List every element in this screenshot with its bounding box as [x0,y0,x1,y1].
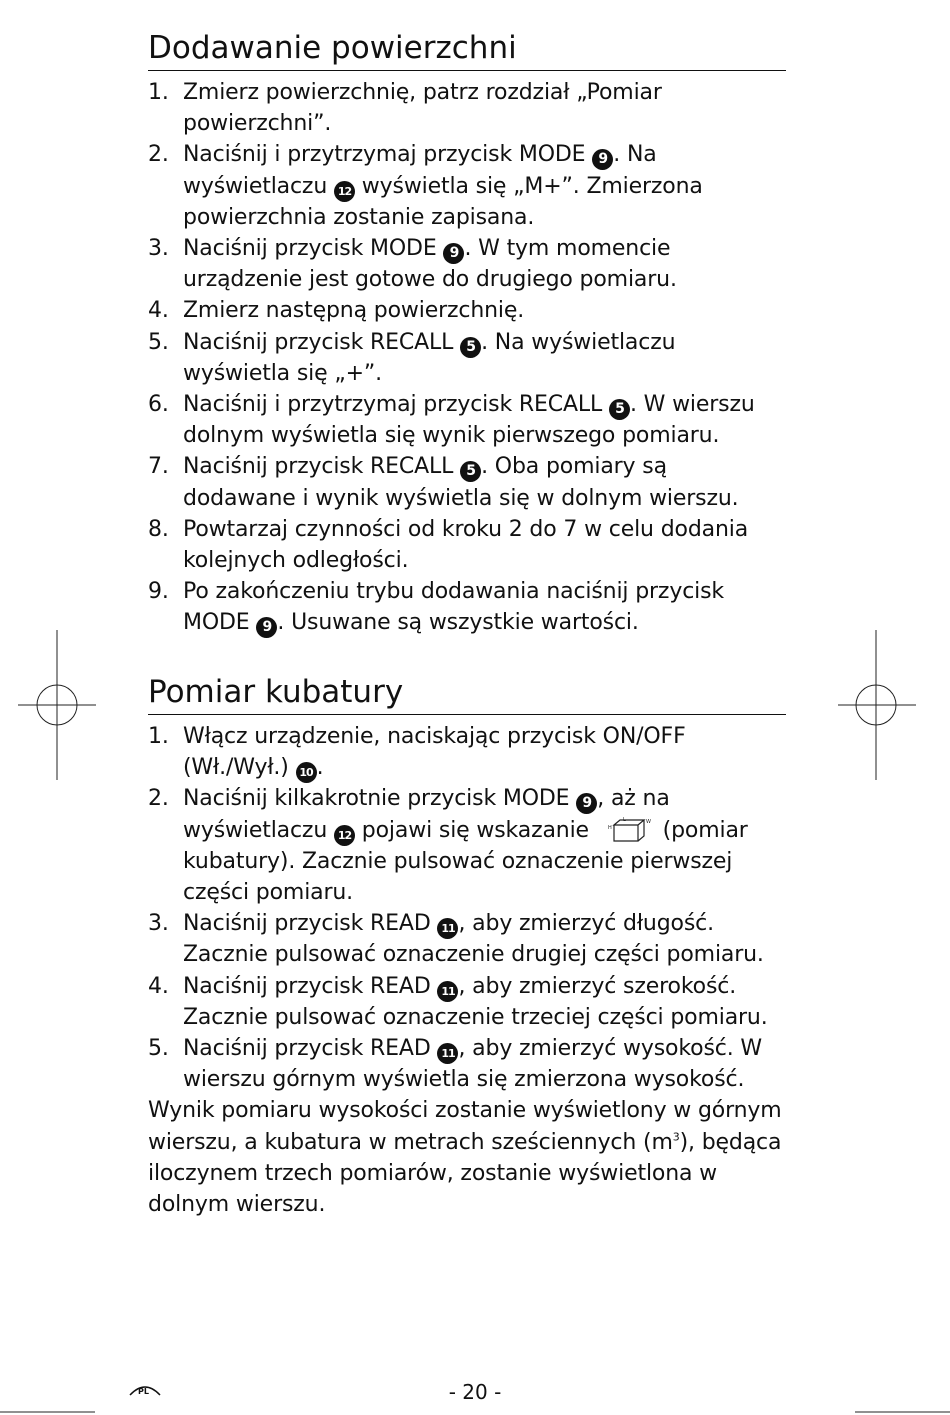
list-item [148,514,786,576]
step-number: 6. [148,392,169,418]
list-item [148,721,786,783]
list-item [148,451,786,513]
step-number: 9. [148,579,169,605]
list-item [148,783,786,908]
list-item [148,389,786,451]
section-volume-measurement [148,672,786,1220]
list-item [148,295,786,326]
mode-button-badge: 9 [256,617,277,638]
recall-button-badge: 5 [609,399,630,420]
recall-button-badge: 5 [460,337,481,358]
step-text: Po zakończeniu trybu dodawania naciśnij przycisk MODE [183,579,725,636]
step-text: . [316,755,324,781]
recall-button-badge: 5 [460,461,481,482]
section-area-addition [148,28,786,639]
result-summary [148,1095,786,1220]
svg-text:PL: PL [138,1387,149,1396]
display-badge: 12 [334,181,355,202]
summary-text: Wynik pomiaru wysokości zostanie wyświetlony w górnym wierszu, a kubatura w metrach sześciennych (m [148,1098,782,1155]
step-text: Powtarzaj czynności od kroku 2 do 7 w celu dodania kolejnych odległości. [183,516,749,574]
step-number: 3. [148,911,169,937]
step-text: , aby zmierzyć wysokość. W wierszu górnym wyświetla się zmierzona wysokość. [183,1036,763,1093]
step-text: . W wierszu dolnym wyświetla się wynik pierwszego pomiaru. [183,392,755,449]
step-text: Naciśnij kilkakrotnie przycisk MODE [183,786,577,812]
step-number: 5. [148,329,169,355]
read-button-badge: 11 [437,918,458,939]
step-text: , aby zmierzyć długość. Zacznie pulsować oznaczenie drugiej części pomiaru. [183,911,764,968]
step-text: Naciśnij przycisk RECALL [183,454,461,480]
step-text: Naciśnij przycisk READ [183,911,438,937]
step-number: 1. [148,724,169,749]
step-text: , aż na wyświetlaczu [183,786,670,843]
step-text: Naciśnij przycisk READ [183,973,438,999]
step-number: 2. [148,786,169,812]
list-item [148,908,786,970]
mode-button-badge: 9 [592,149,613,170]
section-title-area-addition: Dodawanie powierzchni [148,28,786,71]
step-text: pojawi się wskazanie [354,817,596,843]
step-text: . Usuwane są wszystkie wartości. [277,610,639,636]
svg-text:L: L [622,816,626,823]
step-text: wyświetla się „M+”. Zmierzona powierzchnia zostanie zapisana. [183,173,703,230]
steps-list [148,721,786,1095]
step-text: . W tym momencie urządzenie jest gotowe do drugiego pomiaru. [183,236,677,293]
volume-measure-icon [600,817,652,843]
step-text: (pomiar kubatury). Zacznie pulsować oznaczenie pierwszej części pomiaru. [183,817,748,906]
mode-button-badge: 9 [443,243,464,264]
step-text: Zmierz powierzchnię, patrz rozdział „Pomiar powierzchni”. [183,80,662,137]
step-number: 4. [148,298,169,324]
step-text: Naciśnij przycisk MODE [183,236,444,262]
read-button-badge: 11 [437,981,458,1002]
list-item [148,971,786,1033]
superscript: 3 [672,1130,680,1144]
svg-text:W: W [645,818,651,825]
step-text: , aby zmierzyć szerokość. Zacznie pulsować oznaczenie trzeciej części pomiaru. [183,973,768,1030]
onoff-button-badge: 10 [296,762,317,783]
step-text: Włącz urządzenie, naciskając przycisk ON/OFF (Wł./Wył.) [183,724,686,781]
list-item [148,233,786,295]
step-number: 2. [148,142,169,168]
registration-mark-right [830,620,930,790]
step-text: Zmierz następną powierzchnię. [183,298,525,324]
mode-button-badge: 9 [576,793,597,814]
list-item [148,77,786,139]
step-text: Naciśnij i przytrzymaj przycisk MODE [183,142,593,168]
list-item [148,1033,786,1095]
step-number: 3. [148,236,169,262]
step-number: 7. [148,454,169,480]
steps-list [148,77,786,639]
svg-text:H: H [607,824,612,831]
list-item [148,139,786,233]
summary-text: ), będąca iloczynem trzech pomiarów, zostanie wyświetlona w dolnym wierszu. [148,1129,782,1218]
step-text: Naciśnij przycisk READ [183,1036,438,1062]
list-item [148,327,786,389]
step-number: 4. [148,973,169,999]
display-badge: 12 [334,825,355,846]
step-text: . Oba pomiary są dodawane i wynik wyświetla się w dolnym wierszu. [183,454,739,511]
step-text: Naciśnij i przytrzymaj przycisk RECALL [183,392,609,418]
step-text: . Na wyświetlaczu wyświetla się „+”. [183,329,676,386]
list-item [148,576,786,638]
step-text: Naciśnij przycisk RECALL [183,329,461,355]
step-number: 1. [148,80,169,105]
step-number: 8. [148,516,169,542]
step-text: . Na wyświetlaczu [183,142,657,199]
section-title-volume: Pomiar kubatury [148,672,786,715]
registration-mark-left [0,620,100,790]
read-button-badge: 11 [437,1043,458,1064]
page-number: - 20 - [448,1380,502,1404]
step-number: 5. [148,1036,169,1062]
